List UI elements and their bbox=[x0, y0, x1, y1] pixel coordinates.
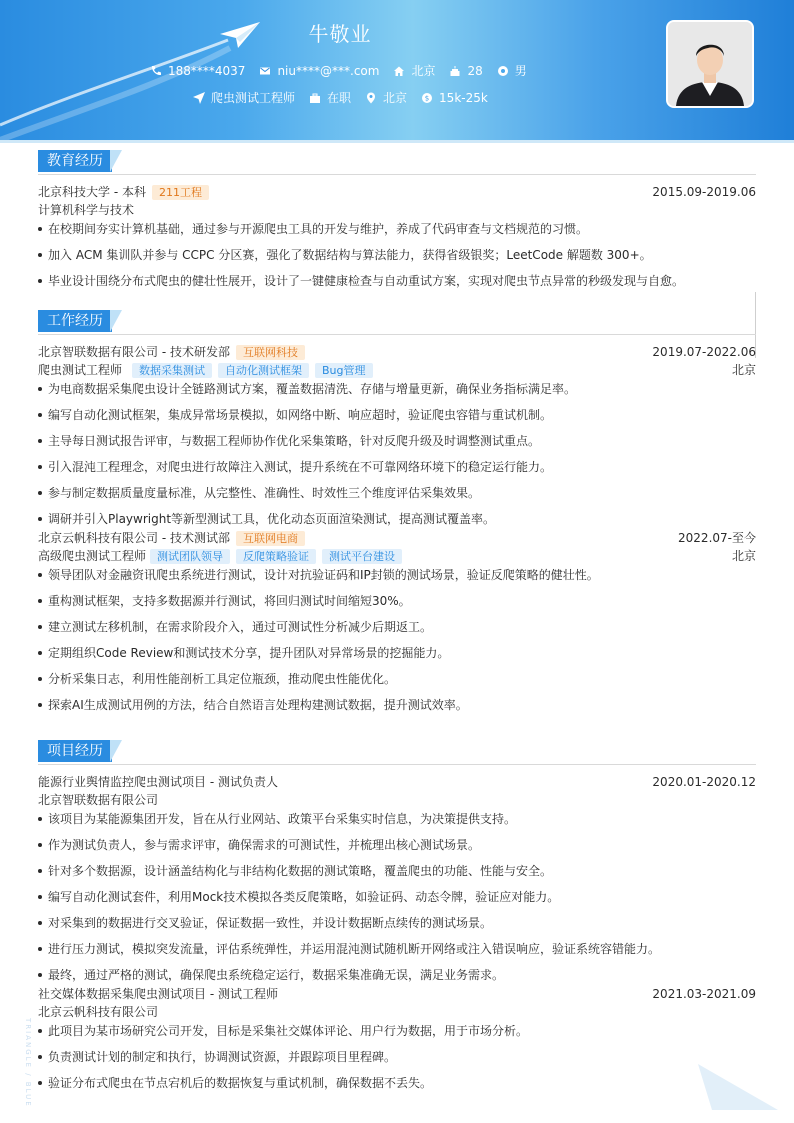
list-item: 在校期间夯实计算机基础，通过参与开源爬虫工具的开发与维护，养成了代码审查与文档规范的习惯。 bbox=[38, 219, 756, 245]
home-icon bbox=[393, 65, 405, 77]
list-item: 此项目为某市场研究公司开发，目标是采集社交媒体评论、用户行为数据，用于市场分析。 bbox=[38, 1021, 756, 1047]
job-role-row bbox=[38, 547, 756, 565]
home-item bbox=[393, 62, 435, 79]
list-item: 定期组织Code Review和测试技术分享，提升团队对异常场景的挖掘能力。 bbox=[38, 643, 756, 669]
location-icon bbox=[365, 92, 377, 104]
briefcase-icon bbox=[309, 92, 321, 104]
projects-title: 项目经历 bbox=[38, 740, 112, 762]
list-item: 重构测试框架，支持多数据源并行测试，将回归测试时间缩短30%。 bbox=[38, 591, 756, 617]
salary-text: 15k-25k bbox=[439, 90, 488, 105]
industry-tag: 互联网电商 bbox=[236, 531, 305, 546]
title-tail-decoration bbox=[110, 740, 122, 762]
list-item: 编写自动化测试框架，集成异常场景模拟，如网络中断、响应超时，验证爬虫容错与重试机制。 bbox=[38, 405, 756, 431]
status-item bbox=[309, 89, 351, 106]
candidate-name: 牛敬业 bbox=[308, 22, 372, 46]
list-item: 主导每日测试报告评审，与数据工程师协作优化采集策略，针对反爬升级及时调整测试重点。 bbox=[38, 431, 756, 457]
skill-tag: 数据采集测试 bbox=[132, 363, 212, 378]
status-text: 在职 bbox=[327, 91, 352, 105]
project-date: 2020.01-2020.12 bbox=[652, 775, 756, 789]
gender-item bbox=[497, 62, 527, 79]
list-item: 对采集到的数据进行交叉验证，保证数据一致性，并设计数据断点续传的测试场景。 bbox=[38, 913, 756, 939]
project-org: 北京云帆科技有限公司 bbox=[38, 1005, 159, 1019]
target-city-text: 北京 bbox=[383, 91, 408, 105]
projects-section bbox=[38, 740, 756, 1099]
job-date: 2022.07-至今 bbox=[678, 531, 756, 545]
company-name: 北京云帆科技有限公司 - 技术测试部 bbox=[38, 531, 230, 545]
phone-icon bbox=[150, 65, 162, 77]
job-bullets bbox=[38, 379, 756, 529]
education-entry-head bbox=[38, 183, 756, 201]
mail-icon bbox=[259, 65, 271, 77]
skill-tag: 反爬策略验证 bbox=[236, 549, 316, 564]
work-title: 工作经历 bbox=[38, 310, 112, 332]
job-bullets bbox=[38, 565, 756, 721]
education-section bbox=[38, 150, 756, 297]
job-city: 北京 bbox=[731, 549, 756, 563]
svg-text:$: $ bbox=[424, 94, 430, 102]
list-item: 参与制定数据质量度量标准，从完整性、准确性、时效性三个维度评估采集效果。 bbox=[38, 483, 756, 509]
job-date: 2019.07-2022.06 bbox=[652, 345, 756, 359]
skill-tag: Bug管理 bbox=[315, 363, 373, 378]
project-bullets bbox=[38, 1021, 756, 1099]
education-title: 教育经历 bbox=[38, 150, 112, 172]
cake-icon bbox=[449, 65, 461, 77]
industry-tag: 互联网科技 bbox=[236, 345, 305, 360]
job-city: 北京 bbox=[731, 363, 756, 377]
list-item: 验证分布式爬虫在节点宕机后的数据恢复与重试机制，确保数据不丢失。 bbox=[38, 1073, 756, 1099]
list-item: 编写自动化测试套件，利用Mock技术模拟各类反爬策略，如验证码、动态令牌，验证应对能力。 bbox=[38, 887, 756, 913]
project-name: 社交媒体数据采集爬虫测试项目 - 测试工程师 bbox=[38, 987, 278, 1001]
education-date: 2015.09-2019.06 bbox=[652, 185, 756, 199]
project-bullets bbox=[38, 809, 756, 985]
avatar-photo bbox=[666, 20, 754, 108]
list-item: 加入 ACM 集训队并参与 CCPC 分区赛，强化了数据结构与算法能力，获得省级银奖；LeetCode 解题数 300+。 bbox=[38, 245, 756, 271]
list-item: 为电商数据采集爬虫设计全链路测试方案，覆盖数据清洗、存储与增量更新，确保业务指标满足率。 bbox=[38, 379, 756, 405]
person-portrait-icon bbox=[668, 22, 752, 106]
list-item: 该项目为某能源集团开发，旨在从行业网站、政策平台采集实时信息，为决策提供支持。 bbox=[38, 809, 756, 835]
title-tail-decoration bbox=[110, 150, 122, 172]
list-item: 最终，通过严格的测试，确保爬虫系统稳定运行，数据采集准确无误，满足业务需求。 bbox=[38, 965, 756, 985]
project-org: 北京智联数据有限公司 bbox=[38, 793, 159, 807]
list-item: 引入混沌工程理念，对爬虫进行故障注入测试，提升系统在不可靠网络环境下的稳定运行能力。 bbox=[38, 457, 756, 483]
list-item: 进行压力测试，模拟突发流量，评估系统弹性，并运用混沌测试随机断开网络或注入错误响应，验证系统容错能力。 bbox=[38, 939, 756, 965]
resume-header bbox=[0, 0, 794, 140]
skill-tag: 测试团队领导 bbox=[150, 549, 230, 564]
email-text: niu****@***.com bbox=[277, 63, 380, 78]
email-item bbox=[259, 64, 379, 78]
education-bullets bbox=[38, 219, 756, 297]
projects-header bbox=[38, 740, 756, 765]
corner-triangle-decoration bbox=[694, 1060, 784, 1112]
project-head bbox=[38, 773, 756, 791]
school-name: 北京科技大学 - 本科 bbox=[38, 185, 146, 199]
target-role-text: 爬虫测试工程师 bbox=[211, 91, 296, 105]
header-divider bbox=[0, 140, 794, 143]
job-role: 高级爬虫测试工程师 bbox=[38, 549, 147, 563]
age-item bbox=[449, 64, 482, 78]
age-text: 28 bbox=[467, 63, 483, 78]
job-head bbox=[38, 529, 756, 547]
phone-text: 188****4037 bbox=[168, 63, 246, 78]
title-tail-decoration bbox=[110, 310, 122, 332]
project-org-row bbox=[38, 791, 756, 809]
phone-item bbox=[150, 64, 245, 78]
list-item: 针对多个数据源，设计涵盖结构化与非结构化数据的测试策略，覆盖爬虫的功能、性能与安全。 bbox=[38, 861, 756, 887]
list-item: 毕业设计围绕分布式爬虫的健壮性展开，设计了一键健康检查与自动重试方案，实现对爬虫节点异常的秒级发现与自愈。 bbox=[38, 271, 756, 297]
target-role-item bbox=[193, 89, 295, 106]
job-intent-row bbox=[193, 89, 502, 106]
contact-row bbox=[150, 62, 541, 79]
salary-item bbox=[421, 91, 488, 105]
school-tag: 211工程 bbox=[152, 185, 209, 200]
job-role: 爬虫测试工程师 bbox=[38, 363, 123, 377]
project-name: 能源行业舆情监控爬虫测试项目 - 测试负责人 bbox=[38, 775, 278, 789]
list-item: 建立测试左移机制，在需求阶段介入，通过可测试性分析减少后期返工。 bbox=[38, 617, 756, 643]
skill-tag: 测试平台建设 bbox=[322, 549, 402, 564]
gender-icon bbox=[497, 65, 509, 77]
list-item: 调研并引入Playwright等新型测试工具，优化动态页面渲染测试，提高测试覆盖率。 bbox=[38, 509, 756, 529]
project-date: 2021.03-2021.09 bbox=[652, 987, 756, 1001]
list-item: 领导团队对金融资讯爬虫系统进行测试，设计对抗验证码和IP封锁的测试场景，验证反爬策略的健壮性。 bbox=[38, 565, 756, 591]
skill-tag: 自动化测试框架 bbox=[218, 363, 309, 378]
job-role-row bbox=[38, 361, 756, 379]
major-name: 计算机科学与技术 bbox=[38, 203, 135, 217]
work-section bbox=[38, 310, 756, 721]
target-city-item bbox=[365, 89, 407, 106]
education-header bbox=[38, 150, 756, 175]
gender-text: 男 bbox=[514, 64, 527, 78]
job-head bbox=[38, 343, 756, 361]
company-name: 北京智联数据有限公司 - 技术研发部 bbox=[38, 345, 230, 359]
work-header bbox=[38, 310, 756, 335]
list-item: 探索AI生成测试用例的方法，结合自然语言处理构建测试数据，提升测试效率。 bbox=[38, 695, 756, 721]
project-head bbox=[38, 985, 756, 1003]
major-row bbox=[38, 201, 756, 219]
list-item: 作为测试负责人，参与需求评审，确保需求的可测试性，并梳理出核心测试场景。 bbox=[38, 835, 756, 861]
side-watermark: TRIANGLE / BLUE bbox=[24, 1018, 32, 1108]
project-org-row bbox=[38, 1003, 756, 1021]
money-icon bbox=[421, 92, 433, 104]
send-icon bbox=[193, 92, 205, 104]
home-text: 北京 bbox=[411, 64, 436, 78]
list-item: 分析采集日志，利用性能剖析工具定位瓶颈，推动爬虫性能优化。 bbox=[38, 669, 756, 695]
list-item: 负责测试计划的制定和执行，协调测试资源，并跟踪项目里程碑。 bbox=[38, 1047, 756, 1073]
paper-plane-icon bbox=[220, 22, 260, 48]
